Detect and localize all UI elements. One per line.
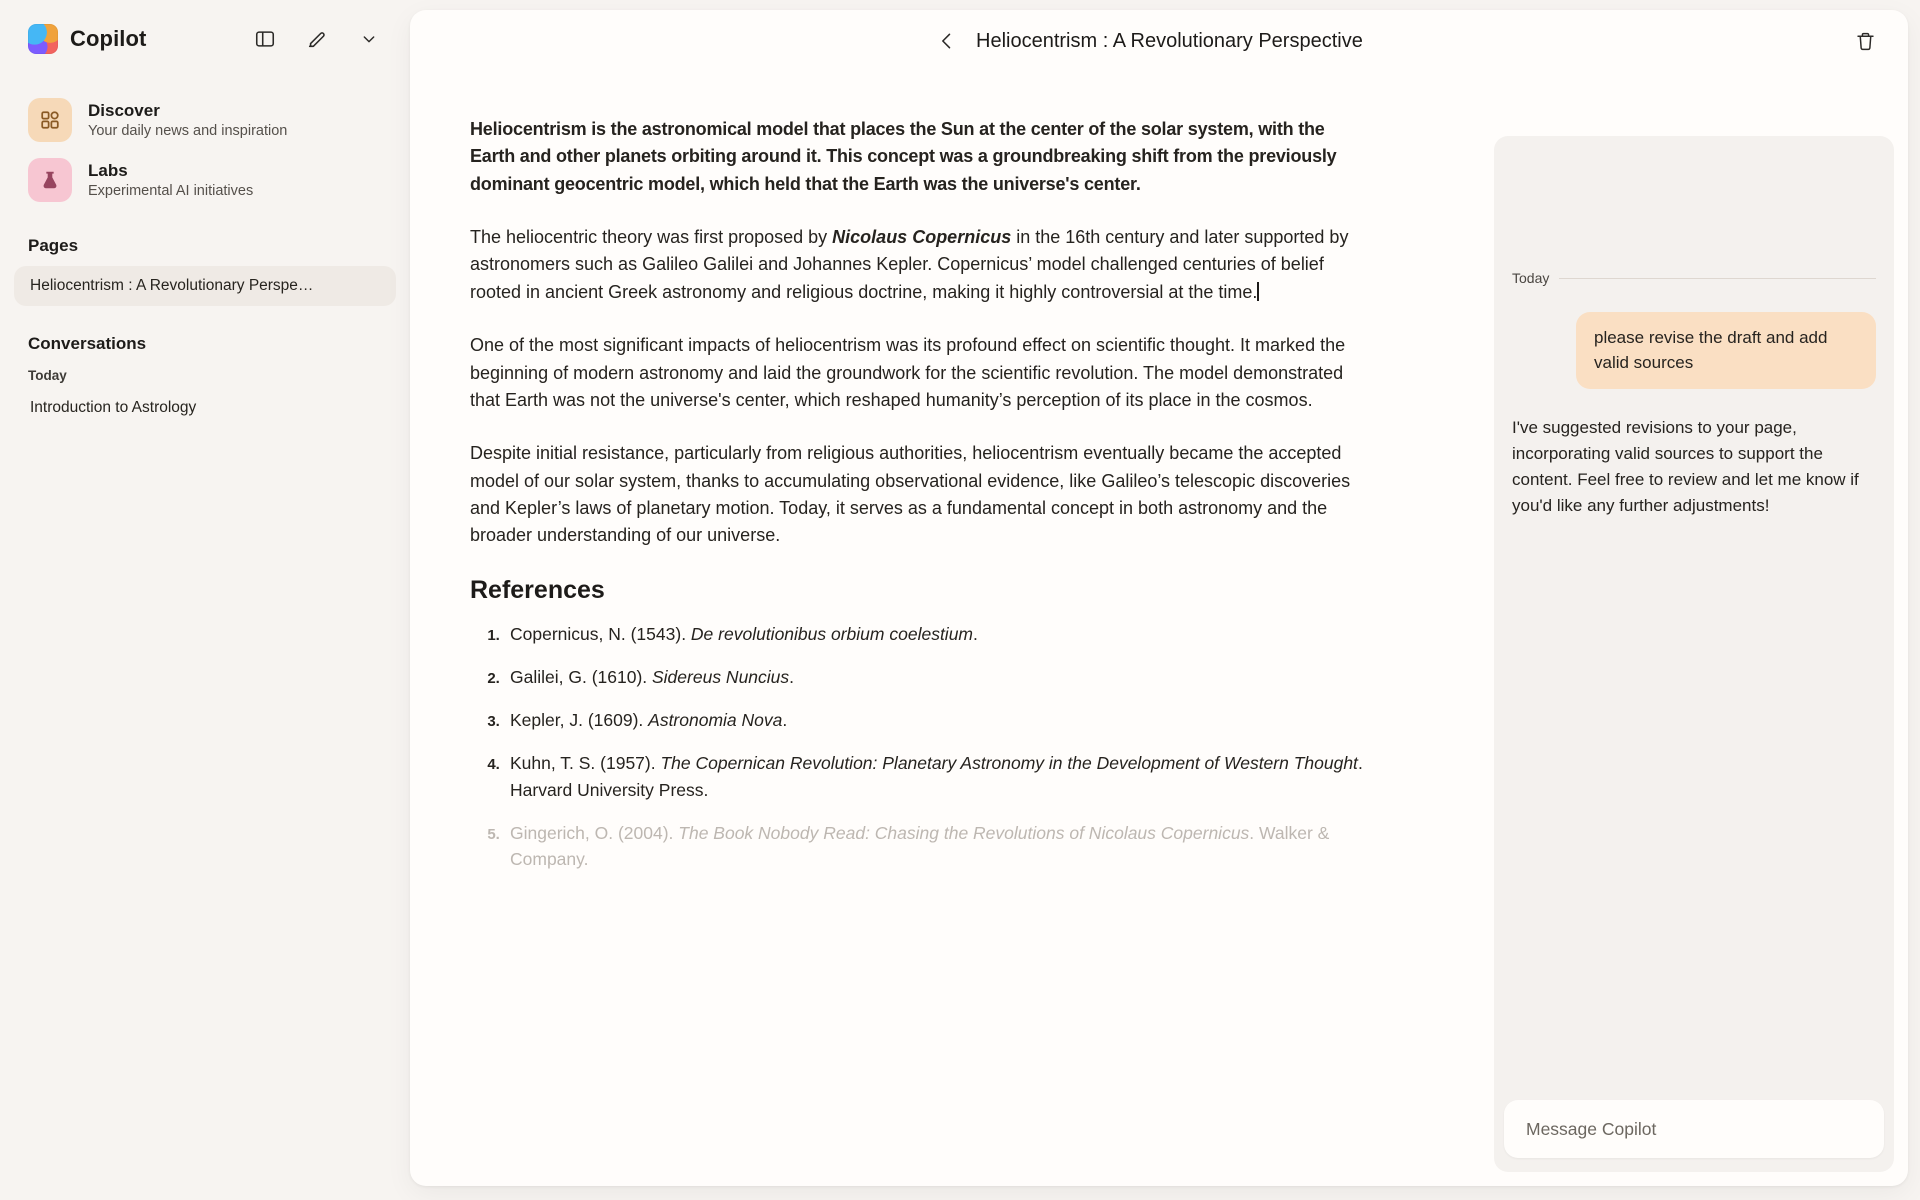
- main-body: [410, 72, 1908, 1186]
- sidebar-page-item[interactable]: Heliocentrism : A Revolutionary Perspe…: [14, 266, 396, 306]
- chevron-left-icon[interactable]: [930, 24, 964, 58]
- reference-title: The Copernican Revolution: Planetary Astronomy in the Development of Western Thought: [660, 753, 1358, 774]
- references-heading: References: [470, 575, 605, 604]
- sidebar-nav: [0, 78, 410, 210]
- references-list: [470, 621, 1370, 873]
- paragraph-2-bold-name: Nicolaus Copernicus: [832, 227, 1012, 248]
- chat-day-label: Today: [1512, 270, 1550, 286]
- sidebar-item-labs[interactable]: [16, 150, 394, 210]
- labs-icon: [28, 158, 72, 202]
- sidebar-item-discover-subtitle: Your daily news and inspiration: [88, 123, 288, 139]
- paragraph-2-text-post: in the 16th century and later supported by astronomers such as Galileo Galilei and Johannes Kepler. Copernicus’ model challenged centuries of belief rooted in ancient Greek astronomy and religious doctrine, making it highly controversial at the time.: [470, 227, 1349, 302]
- page-title: Heliocentrism : A Revolutionary Perspective: [976, 29, 1363, 52]
- toggle-sidebar-icon[interactable]: [250, 24, 280, 54]
- reference-title: Astronomia Nova: [648, 710, 783, 731]
- sidebar: [0, 0, 410, 1200]
- discover-icon: [28, 98, 72, 142]
- sidebar-header-actions: [250, 24, 384, 54]
- conversation-item[interactable]: Introduction to Astrology: [30, 399, 197, 416]
- chat-assistant-message: I've suggested revisions to your page, incorporating valid sources to support the content. Feel free to review and let me know if you'd like any further adjustments!: [1512, 418, 1859, 515]
- main-panel: [410, 10, 1908, 1186]
- reference-item: [504, 664, 1370, 690]
- chat-composer[interactable]: [1504, 1100, 1884, 1158]
- reference-text: Copernicus, N. (1543).: [510, 623, 691, 644]
- sidebar-item-discover[interactable]: [16, 90, 394, 150]
- reference-text: Kepler, J. (1609).: [510, 710, 649, 731]
- reference-suffix: .: [973, 623, 978, 644]
- brand-name: Copilot: [70, 26, 147, 51]
- brand: [28, 24, 250, 54]
- new-chat-icon[interactable]: [302, 24, 332, 54]
- reference-title: The Book Nobody Read: Chasing the Revolutions of Nicolaus Copernicus: [678, 822, 1250, 843]
- reference-item: [504, 621, 1370, 647]
- document-paragraph-2: [470, 224, 1370, 306]
- conversations-day-label: Today: [28, 368, 67, 383]
- reference-suffix: . Harvard University Press.: [510, 753, 1363, 800]
- chevron-down-icon[interactable]: [354, 24, 384, 54]
- document-paragraph-4: Despite initial resistance, particularly from religious authorities, heliocentrism eventually became the accepted model of our solar system, thanks to accumulating observational evidence, like Galileo’s telescopic discoveries and Kepler’s laws of planetary motion. Today, it serves as a fundamental concept in both astronomy and the broader understanding of our universe.: [470, 443, 1351, 546]
- trash-icon[interactable]: [1848, 24, 1882, 58]
- reference-text: Galilei, G. (1610).: [510, 666, 652, 687]
- sidebar-item-labs-label: Labs: [88, 161, 128, 180]
- message-input[interactable]: [1524, 1118, 1864, 1141]
- divider-line: [1559, 278, 1876, 279]
- main-header: [410, 10, 1908, 72]
- reference-item: [504, 750, 1370, 803]
- text-cursor: [1257, 282, 1259, 301]
- chat-user-message: please revise the draft and add valid sources: [1576, 312, 1876, 389]
- reference-item: [504, 707, 1370, 733]
- reference-title: De revolutionibus orbium coelestium: [690, 623, 973, 644]
- sidebar-item-discover-label: Discover: [88, 101, 160, 120]
- paragraph-2-text-pre: The heliocentric theory was first proposed by: [470, 227, 833, 248]
- sidebar-header: [0, 0, 410, 78]
- document-paragraph-3: One of the most significant impacts of heliocentrism was its profound effect on scientific thought. It marked the beginning of modern astronomy and laid the groundwork for the scientific revolution. The model demonstrated that Earth was not the universe's center, which reshaped humanity’s perception of its place in the cosmos.: [470, 335, 1346, 410]
- reference-suffix: .: [789, 666, 795, 687]
- reference-title: Sidereus Nuncius: [652, 666, 790, 687]
- reference-item: [504, 820, 1370, 873]
- pages-heading: Pages: [28, 236, 79, 255]
- document-editor[interactable]: [410, 72, 1494, 1186]
- reference-text: Kuhn, T. S. (1957).: [510, 753, 661, 774]
- document-lead-paragraph: Heliocentrism is the astronomical model that places the Sun at the center of the solar system, with the Earth and other planets orbiting around it. This concept was a groundbreaking shift from the previously dominant geocentric model, which held that the Earth was the universe's center.: [470, 119, 1337, 194]
- conversations-heading: Conversations: [28, 334, 147, 353]
- reference-text: Gingerich, O. (2004).: [510, 822, 679, 843]
- chat-day-divider: [1512, 270, 1876, 286]
- chat-panel: [1494, 136, 1894, 1172]
- reference-suffix: .: [782, 710, 788, 731]
- sidebar-item-labs-subtitle: Experimental AI initiatives: [88, 183, 254, 199]
- copilot-logo-icon: [28, 24, 58, 54]
- reference-suffix: . Walker & Company.: [510, 822, 1330, 870]
